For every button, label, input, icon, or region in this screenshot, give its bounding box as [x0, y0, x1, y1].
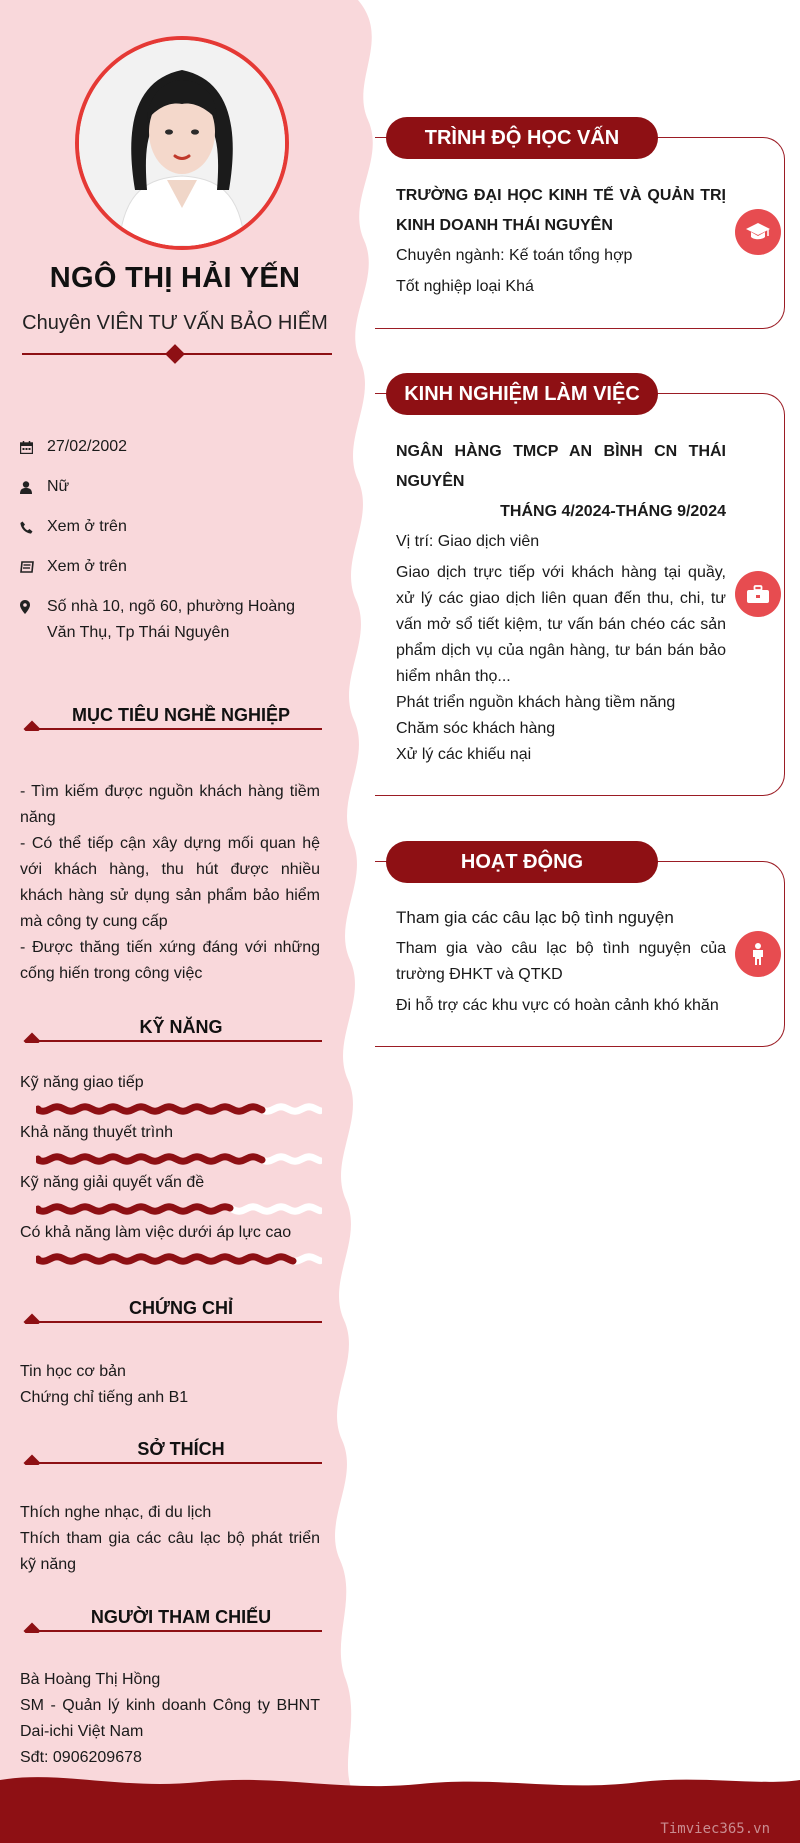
- phone-icon: [20, 514, 47, 540]
- activity-line: Đi hỗ trợ các khu vực có hoàn cảnh khó khăn: [396, 997, 719, 1014]
- contact-text: Xem ở trên: [47, 518, 127, 535]
- skill-name: Kỹ năng giao tiếp: [20, 1074, 144, 1091]
- references-text: [20, 1667, 320, 1771]
- certificates-text: [20, 1359, 320, 1411]
- objective-line: - Được thăng tiến xứng đáng với những cống hiến trong công việc: [20, 939, 320, 982]
- experience-period: THÁNG 4/2024-THÁNG 9/2024: [500, 503, 726, 520]
- person-icon: [735, 931, 781, 977]
- contact-gender: [20, 474, 320, 500]
- section-objective-heading: MỤC TIÊU NGHỀ NGHIỆP: [22, 705, 322, 731]
- activities-heading: HOẠT ĐỘNG: [386, 841, 658, 883]
- hobbies-text: [20, 1500, 320, 1578]
- reference-line: Bà Hoàng Thị Hồng: [20, 1671, 161, 1688]
- experience-company: NGÂN HÀNG TMCP AN BÌNH CN THÁI NGUYÊN: [396, 443, 726, 490]
- education-heading: TRÌNH ĐỘ HỌC VẤN: [386, 117, 658, 159]
- email-icon: [20, 554, 47, 580]
- graduation-cap-icon: [735, 209, 781, 255]
- user-icon: [20, 474, 47, 500]
- certificate-line: Chứng chỉ tiếng anh B1: [20, 1389, 189, 1406]
- reference-line: Sđt: 0906209678: [20, 1749, 142, 1766]
- contact-email: [20, 554, 320, 580]
- reference-line: SM - Quản lý kinh doanh Công ty BHNT Dai-ichi Việt Nam: [20, 1697, 320, 1740]
- contact-birthday: [20, 434, 320, 460]
- skill-bar-fill: [38, 1207, 230, 1211]
- activity-line: Tham gia vào câu lạc bộ tình nguyện của trường ĐHKT và QTKD: [396, 940, 726, 983]
- education-grade: Tốt nghiệp loại Khá: [396, 278, 534, 295]
- objective-text: [20, 779, 320, 987]
- activities-body: [396, 905, 726, 1019]
- objective-line: - Có thể tiếp cận xây dựng mối quan hệ với khách hàng, thu hút được nhiều khách hàng sử dụng sản phẩm bảo hiểm mà công ty cung cấp: [20, 835, 320, 930]
- watermark: Timviec365.vn: [660, 1821, 770, 1837]
- education-body: [396, 181, 726, 300]
- skill-bar: [36, 1202, 322, 1216]
- calendar-icon: [20, 434, 47, 460]
- experience-duty: Giao dịch trực tiếp với khách hàng tại quầy, xử lý các giao dịch liên quan đến thu, chi, tư vấn mở sổ tiết kiệm, tư vấn bán chéo các sản phẩm dịch vụ của ngân hàng, tư bán bán bảo hiểm nhân thọ...: [396, 564, 726, 685]
- experience-heading: KINH NGHIỆM LÀM VIỆC: [386, 373, 658, 415]
- briefcase-icon: [735, 571, 781, 617]
- section-hobbies-heading: SỞ THÍCH: [22, 1439, 322, 1465]
- skill-name: Kỹ năng giải quyết vấn đề: [20, 1174, 205, 1191]
- contact-text: 27/02/2002: [47, 438, 128, 455]
- contact-text: Số nhà 10, ngõ 60, phường Hoàng Văn Thụ, Tp Thái Nguyên: [47, 598, 296, 641]
- section-references-heading: NGƯỜI THAM CHIẾU: [22, 1607, 322, 1633]
- skill-name: Khả năng thuyết trình: [20, 1124, 173, 1141]
- contact-text: Nữ: [47, 478, 70, 495]
- hobby-line: Thích tham gia các câu lạc bộ phát triển kỹ năng: [20, 1530, 320, 1573]
- education-major: Chuyên ngành: Kế toán tổng hợp: [396, 247, 633, 264]
- contact-phone: [20, 514, 320, 540]
- activity-line: Tham gia các câu lạc bộ tình nguyện: [396, 908, 674, 927]
- skill-bar: [36, 1102, 322, 1116]
- profile-name: NGÔ THỊ HẢI YẾN: [49, 262, 301, 294]
- section-certificates-heading: CHỨNG CHỈ: [22, 1298, 322, 1324]
- skill-bar: [36, 1252, 322, 1266]
- contact-address: [20, 594, 320, 646]
- profile-title: Chuyên VIÊN TƯ VẤN BẢO HIỂM: [22, 312, 328, 334]
- skill-bar: [36, 1152, 322, 1166]
- skill-bar-fill: [38, 1107, 262, 1111]
- skill-bar-fill: [38, 1157, 262, 1161]
- experience-duty: Chăm sóc khách hàng: [396, 720, 556, 737]
- experience-duty: Xử lý các khiếu nại: [396, 746, 532, 763]
- hobby-line: Thích nghe nhạc, đi du lịch: [20, 1504, 212, 1521]
- experience-duty: Phát triển nguồn khách hàng tiềm năng: [396, 694, 676, 711]
- experience-body: [396, 437, 726, 768]
- section-skills-heading: KỸ NĂNG: [22, 1017, 322, 1043]
- location-icon: [20, 594, 47, 620]
- objective-line: - Tìm kiếm được nguồn khách hàng tiềm năng: [20, 783, 320, 826]
- skill-name: Có khả năng làm việc dưới áp lực cao: [20, 1224, 292, 1241]
- skill-bar-fill: [38, 1257, 293, 1261]
- contact-text: Xem ở trên: [47, 558, 127, 575]
- certificate-line: Tin học cơ bản: [20, 1363, 126, 1380]
- profile-photo: [75, 36, 289, 250]
- experience-position: Vị trí: Giao dịch viên: [396, 533, 540, 550]
- education-school: TRƯỜNG ĐẠI HỌC KINH TẾ VÀ QUẢN TRỊ KINH DOANH THÁI NGUYÊN: [396, 187, 726, 234]
- name-divider: [22, 344, 332, 364]
